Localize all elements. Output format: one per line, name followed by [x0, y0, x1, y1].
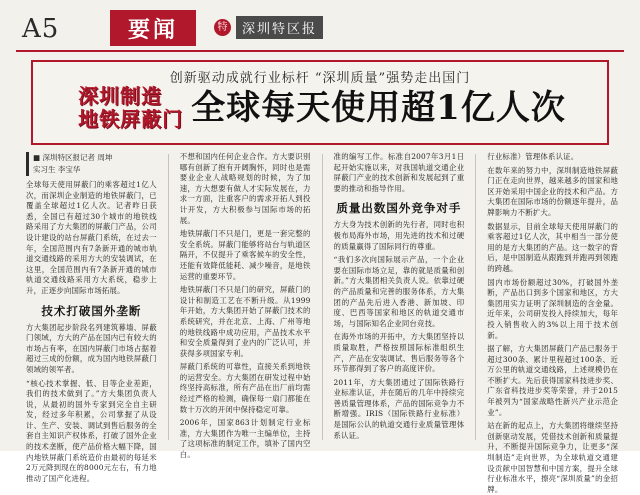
section-label-box [110, 10, 196, 46]
logo-mark-icon: 特 [214, 19, 231, 36]
byline [26, 152, 157, 176]
column-4 [487, 152, 619, 494]
masthead [0, 0, 640, 56]
subheading: 质量出数国外竞争对手 [336, 201, 462, 216]
paragraph: 站在新的起点上，方大集团将继续坚持创新驱动发展，凭借技术创新和质量提升，不断提升国际竞争力，让更多“深圳制造”走向世界，为全球轨道交通建设贡献中国智慧和中国方案，提升全球行业标准水平，擦亮“深圳质量”的金招牌。 [487, 421, 619, 494]
byline-line2: 实习生 李宝华 [33, 165, 81, 174]
headline-shoulder: 创新驱动成就行业标杆 “深圳质量”强势走出国门 [169, 71, 471, 86]
paragraph: 在海外市场的开拓中，方大集团坚持以质量取胜，严格按照国际标准组织生产，产品在安装调试、售后服务等各个环节都得到了客户的高度评价。 [333, 332, 465, 374]
paragraph: 地铁屏蔽门不只是门的研究，屏蔽门的设计和制造工艺在不断升级。从1999年开始，方大集团开始了屏蔽门技术的系统研究，并在北京、上海、广州等地的地铁线路中成功应用，产品技术水平和安全质量得到了业内的广泛认可，并获得多项国家专利。 [179, 285, 311, 358]
paragraph: 数据显示，目前全球每天使用屏蔽门的乘客超过1亿人次，其中相当一部分使用的是方大集团的产品。这一数字的背后，是中国制造从跟跑到并跑再到领跑的跨越。 [487, 221, 619, 273]
paragraph: 2011年，方大集团通过了国际铁路行业标准认证，并在随后的几年中持续完善质量管理体系，产品的国际竞争力不断增强。IRIS（国际铁路行业标准）是国际公认的轨道交通行业质量管理体系认证。 [333, 377, 465, 440]
headline-row [33, 86, 607, 130]
headline-kicker [74, 86, 183, 130]
subheading: 技术打破国外垄断 [41, 303, 142, 318]
headline-kicker-line2: 地铁屏蔽门 [78, 107, 184, 131]
headline-kicker-line1: 深圳制造 [78, 84, 163, 108]
paragraph: 不想和国内任何企业合作。方大要识别哪有创新了抱有开阔胸怀，同时也是需要业企业人战略规划的时候，为了加速，方大想要有做人才实际发展在，力求一方面，注重客户的需求开拓人到投计开发，方大积极参与国际市场的拓展。 [179, 152, 311, 225]
paragraph: 屏蔽门系统的可靠性，直接关系到地铁的运营安全。方大集团在研发过程中始终坚持高标准，所有产品在出厂前均需经过严格的检测，确保每一扇门都能在数十万次的开闭中保持稳定可靠。 [179, 362, 311, 414]
column-divider [475, 154, 476, 440]
paragraph: 准的编写工作。标准自2007年3月1日起开始实施以来，对我国轨道交通企业屏蔽门产业的技术创新和发展起到了重要的推动和指导作用。 [333, 152, 465, 193]
paragraph: “核心技术掌握、低、目等企业差距，我们的技术做到了。”方大集团负责人说，从最初的国外专家到完全自主研发，经过多年积累，公司掌握了从设计、生产、安装、调试到售后服务的全套自主知识产权体系，打破了国外企业的技术垄断，使产品价格大幅下降，国内地铁屏蔽门系统造价由最初的每延米2万元降到现在的8000元左右，有力地推动了国产化进程。 [26, 378, 157, 483]
paragraph: 行业标准）管理体系认证。 [487, 152, 579, 161]
paragraph: 方大集团起步阶段名列建筑幕墙、屏蔽门领域，方大的产品在国内已有较大的市场占有率，在国内屏蔽门市场占据着超过三成的份额，成为国内地铁屏蔽门领域的领军者。 [26, 322, 157, 374]
byline-line1: ■ 深圳特区报记者 周坤 [33, 153, 113, 162]
column-divider [168, 154, 169, 440]
column-3 [334, 152, 465, 442]
section-label: 要闻 [127, 16, 178, 43]
paragraph: 国内市场份额超过30%，打破国外垄断，产品出口到多个国家和地区，方大集团用实力证明了深圳制造的含金量。近年来，公司研发投入持续加大，每年投入销售收入的3%以上用于技术创新。 [487, 277, 619, 340]
column-1 [26, 152, 157, 483]
page-number: A5 [22, 14, 60, 44]
paper-logo [214, 16, 323, 38]
column-2 [179, 152, 311, 460]
paragraph: “我们多次向国际展示产品，一个企业要在国际市场立足，靠的就是质量和创新。”方大集团相关负责人说。依靠过硬的产品质量和完善的服务体系，方大集团的产品先后进入香港、新加坡、印度、巴西等国家和地区的轨道交通市场，与国际知名企业同台竞技。 [333, 255, 465, 328]
paragraph: 地铁屏蔽门不只是门，更是一套完整的安全系统。屏蔽门能够将站台与轨道区隔开，不仅提升了乘客候车的安全性，还能有效降低能耗、减少噪音，是地铁运营的重要环节。 [179, 229, 311, 281]
headline-block [31, 60, 609, 145]
paragraph: 2006年，国家863计划制定行业标准，方大集团作为唯一主编单位，主持了这项标准的制定工作，填补了国内空白。 [179, 418, 311, 460]
paragraph: 据了解，方大集团屏蔽门产品已服务于超过300条、累计里程超过100条、近万公里的轨道交通线路，上述规模仍在不断扩大。先后获得国家科技进步奖、广东省科技进步奖等荣誉，并于2015年被列为“国家战略性新兴产业示范企业”。 [487, 344, 619, 417]
paper-name: 深圳特区报 [236, 16, 323, 39]
paragraph: 全球每天使用屏蔽门的乘客超过1亿人次，而深圳企业制造的地铁屏蔽门，已覆盖全球超过1亿人次。记者昨日获悉，全国已有超过30个城市的地铁线路采用了方大集团的屏蔽门产品，公司设计建设的站台屏蔽门系统，在过去一年，全国范围内有7条新开通的城市轨道交通线路的采用方大的安装调试，在这里，全国范围内有7条新开通的城市轨道交通线路采用方大系统，稳步上升，正逐步向国际市场拓展。 [26, 180, 157, 295]
masthead-rule [16, 50, 624, 52]
paragraph: 方大身为技术创新的先行者，同时也积极布局海外市场，用先进的技术和过硬的质量赢得了国际同行的尊重。 [333, 220, 465, 251]
headline-main: 全球每天使用超1亿人次 [191, 88, 566, 128]
article-columns [26, 152, 619, 494]
column-divider [322, 154, 323, 440]
paragraph: 在数年来的努力中，深圳制造地铁屏蔽门正在走向世界，越来越多的国家和地区开始采用中国企业的技术和产品。方大集团在国际市场的份额逐年提升，品牌影响力不断扩大。 [487, 165, 619, 217]
